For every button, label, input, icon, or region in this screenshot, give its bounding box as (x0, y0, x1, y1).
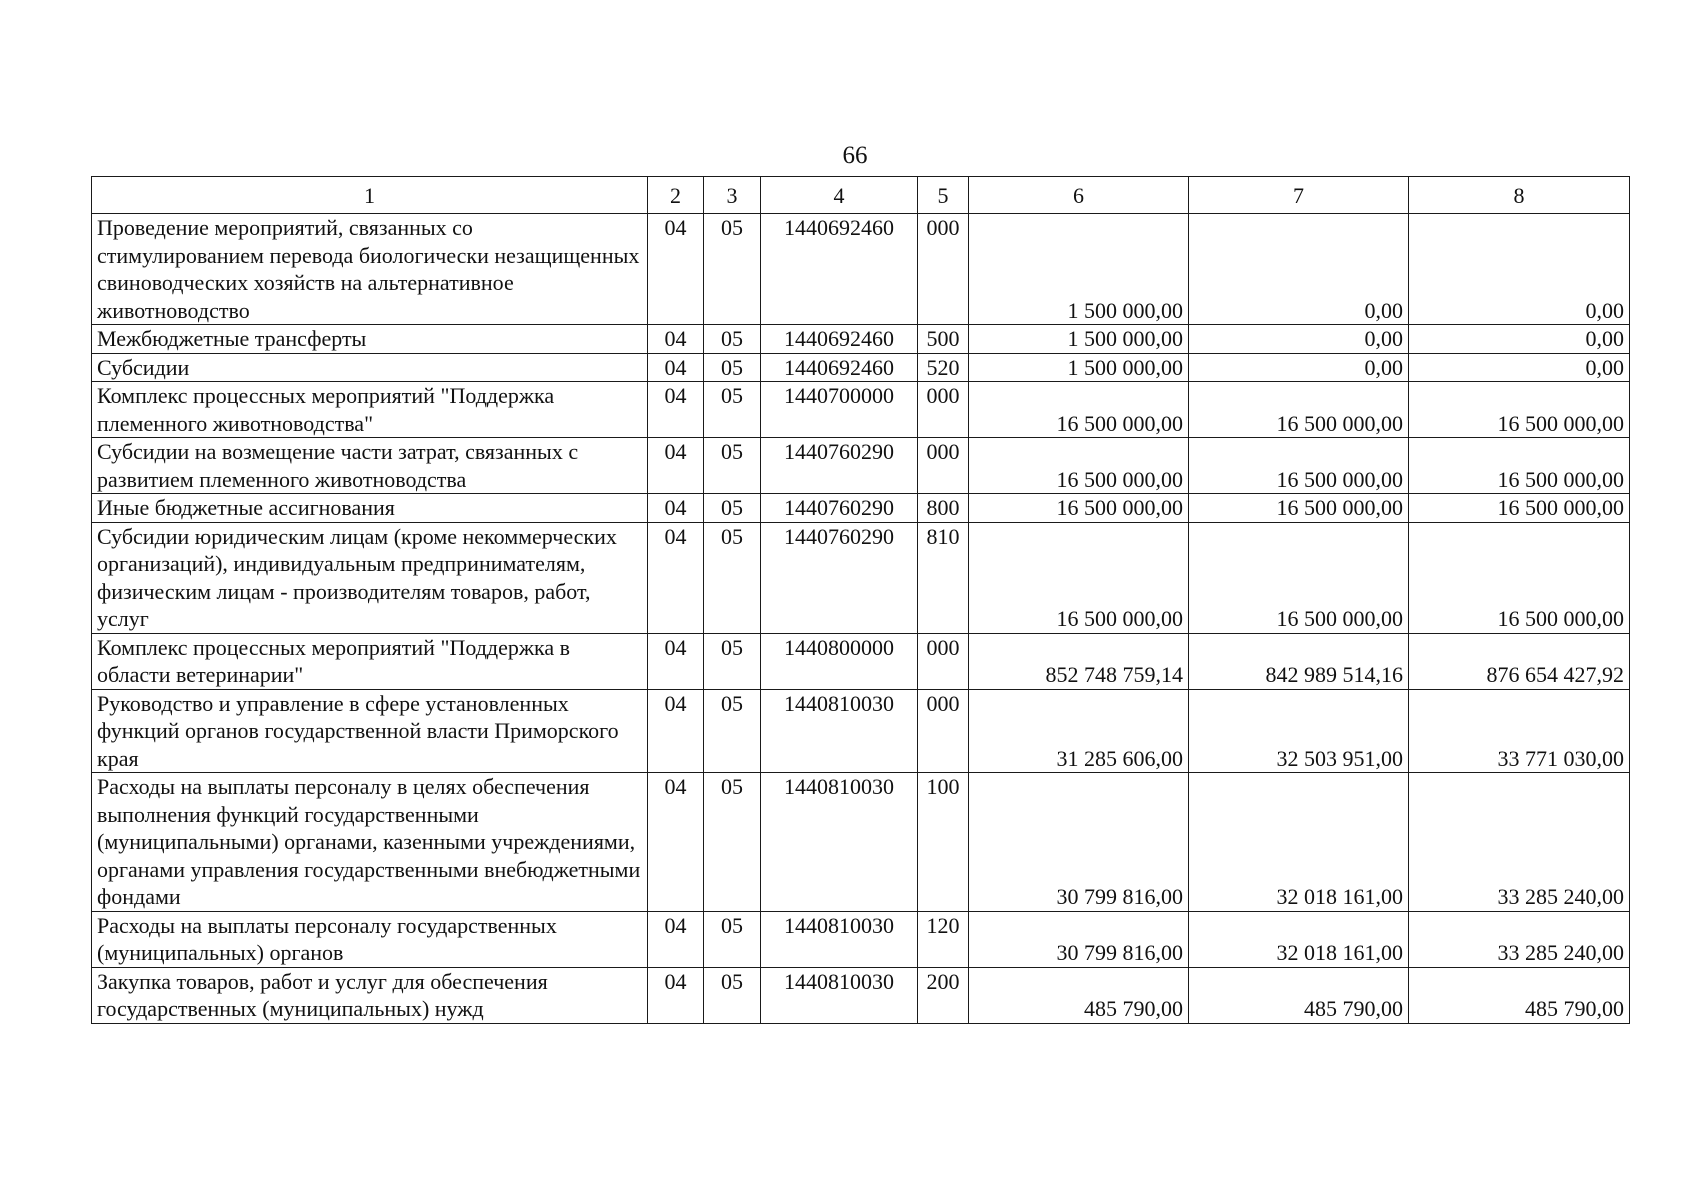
code-subsection: 05 (704, 325, 761, 354)
code-subsection: 05 (704, 353, 761, 382)
amount-col6: 16 500 000,00 (969, 438, 1189, 494)
amount-col7: 16 500 000,00 (1189, 522, 1409, 633)
code-target-item: 1440700000 (761, 382, 918, 438)
column-header-3: 3 (704, 177, 761, 214)
code-target-item: 1440760290 (761, 438, 918, 494)
amount-col7: 842 989 514,16 (1189, 633, 1409, 689)
row-name: Комплекс процессных мероприятий "Поддержка в области ветеринарии" (92, 633, 648, 689)
amount-col8: 16 500 000,00 (1409, 494, 1630, 523)
table-row (92, 911, 1630, 967)
column-header-1: 1 (92, 177, 648, 214)
amount-col6: 485 790,00 (969, 967, 1189, 1023)
amount-col8: 0,00 (1409, 214, 1630, 325)
amount-col8: 16 500 000,00 (1409, 522, 1630, 633)
amount-col8: 33 285 240,00 (1409, 911, 1630, 967)
amount-col6: 1 500 000,00 (969, 325, 1189, 354)
code-expense-type: 000 (918, 633, 969, 689)
code-subsection: 05 (704, 633, 761, 689)
table-row (92, 967, 1630, 1023)
code-expense-type: 000 (918, 382, 969, 438)
row-name: Иные бюджетные ассигнования (92, 494, 648, 523)
code-subsection: 05 (704, 494, 761, 523)
amount-col8: 33 285 240,00 (1409, 773, 1630, 912)
amount-col6: 30 799 816,00 (969, 911, 1189, 967)
amount-col7: 0,00 (1189, 214, 1409, 325)
code-expense-type: 520 (918, 353, 969, 382)
table-row (92, 438, 1630, 494)
code-section: 04 (648, 382, 704, 438)
code-section: 04 (648, 494, 704, 523)
amount-col8: 876 654 427,92 (1409, 633, 1630, 689)
code-expense-type: 000 (918, 214, 969, 325)
table-row (92, 353, 1630, 382)
row-name: Субсидии юридическим лицам (кроме некоммерческих организаций), индивидуальным предпринимателям, физическим лицам - производителям товаров, работ, услуг (92, 522, 648, 633)
column-header-7: 7 (1189, 177, 1409, 214)
code-section: 04 (648, 522, 704, 633)
code-subsection: 05 (704, 214, 761, 325)
amount-col6: 16 500 000,00 (969, 494, 1189, 523)
code-expense-type: 000 (918, 438, 969, 494)
amount-col6: 1 500 000,00 (969, 353, 1189, 382)
code-target-item: 1440810030 (761, 967, 918, 1023)
amount-col8: 0,00 (1409, 353, 1630, 382)
code-expense-type: 120 (918, 911, 969, 967)
code-section: 04 (648, 438, 704, 494)
amount-col7: 0,00 (1189, 325, 1409, 354)
amount-col7: 32 018 161,00 (1189, 911, 1409, 967)
code-section: 04 (648, 325, 704, 354)
budget-table (91, 176, 1630, 1024)
amount-col6: 852 748 759,14 (969, 633, 1189, 689)
row-name: Субсидии (92, 353, 648, 382)
column-header-8: 8 (1409, 177, 1630, 214)
amount-col7: 32 018 161,00 (1189, 773, 1409, 912)
code-expense-type: 200 (918, 967, 969, 1023)
row-name: Расходы на выплаты персоналу государственных (муниципальных) органов (92, 911, 648, 967)
code-subsection: 05 (704, 773, 761, 912)
code-section: 04 (648, 214, 704, 325)
code-target-item: 1440800000 (761, 633, 918, 689)
code-target-item: 1440760290 (761, 522, 918, 633)
table-row (92, 689, 1630, 773)
code-subsection: 05 (704, 438, 761, 494)
code-expense-type: 500 (918, 325, 969, 354)
table-row (92, 773, 1630, 912)
code-target-item: 1440810030 (761, 911, 918, 967)
code-subsection: 05 (704, 911, 761, 967)
code-target-item: 1440810030 (761, 689, 918, 773)
code-section: 04 (648, 353, 704, 382)
amount-col6: 1 500 000,00 (969, 214, 1189, 325)
table-row (92, 214, 1630, 325)
column-header-4: 4 (761, 177, 918, 214)
code-section: 04 (648, 689, 704, 773)
code-subsection: 05 (704, 382, 761, 438)
code-target-item: 1440692460 (761, 353, 918, 382)
code-target-item: 1440760290 (761, 494, 918, 523)
table-row (92, 325, 1630, 354)
code-expense-type: 000 (918, 689, 969, 773)
amount-col6: 30 799 816,00 (969, 773, 1189, 912)
code-target-item: 1440692460 (761, 325, 918, 354)
amount-col8: 16 500 000,00 (1409, 438, 1630, 494)
table-row (92, 494, 1630, 523)
amount-col7: 485 790,00 (1189, 967, 1409, 1023)
code-target-item: 1440692460 (761, 214, 918, 325)
row-name: Межбюджетные трансферты (92, 325, 648, 354)
code-section: 04 (648, 633, 704, 689)
code-section: 04 (648, 911, 704, 967)
amount-col8: 0,00 (1409, 325, 1630, 354)
amount-col6: 16 500 000,00 (969, 382, 1189, 438)
code-target-item: 1440810030 (761, 773, 918, 912)
table-row (92, 522, 1630, 633)
amount-col6: 16 500 000,00 (969, 522, 1189, 633)
amount-col8: 16 500 000,00 (1409, 382, 1630, 438)
table-row (92, 633, 1630, 689)
amount-col7: 16 500 000,00 (1189, 382, 1409, 438)
table-row (92, 382, 1630, 438)
row-name: Расходы на выплаты персоналу в целях обеспечения выполнения функций государственными (муниципальными) органами, казенными учреждениями, органами управления государственными внебюджетными фондами (92, 773, 648, 912)
row-name: Проведение мероприятий, связанных со стимулированием перевода биологически незащищенных свиноводческих хозяйств на альтернативное животноводство (92, 214, 648, 325)
page-number: 66 (842, 142, 868, 169)
amount-col7: 32 503 951,00 (1189, 689, 1409, 773)
column-header-5: 5 (918, 177, 969, 214)
column-header-2: 2 (648, 177, 704, 214)
code-section: 04 (648, 967, 704, 1023)
column-header-6: 6 (969, 177, 1189, 214)
header-row (92, 177, 1630, 214)
amount-col8: 33 771 030,00 (1409, 689, 1630, 773)
code-subsection: 05 (704, 689, 761, 773)
row-name: Комплекс процессных мероприятий "Поддержка племенного животноводства" (92, 382, 648, 438)
code-section: 04 (648, 773, 704, 912)
code-expense-type: 810 (918, 522, 969, 633)
code-expense-type: 800 (918, 494, 969, 523)
amount-col7: 16 500 000,00 (1189, 438, 1409, 494)
row-name: Закупка товаров, работ и услуг для обеспечения государственных (муниципальных) нужд (92, 967, 648, 1023)
code-expense-type: 100 (918, 773, 969, 912)
row-name: Руководство и управление в сфере установленных функций органов государственной власти Приморского края (92, 689, 648, 773)
code-subsection: 05 (704, 967, 761, 1023)
amount-col7: 16 500 000,00 (1189, 494, 1409, 523)
amount-col6: 31 285 606,00 (969, 689, 1189, 773)
amount-col7: 0,00 (1189, 353, 1409, 382)
row-name: Субсидии на возмещение части затрат, связанных с развитием племенного животноводства (92, 438, 648, 494)
code-subsection: 05 (704, 522, 761, 633)
amount-col8: 485 790,00 (1409, 967, 1630, 1023)
